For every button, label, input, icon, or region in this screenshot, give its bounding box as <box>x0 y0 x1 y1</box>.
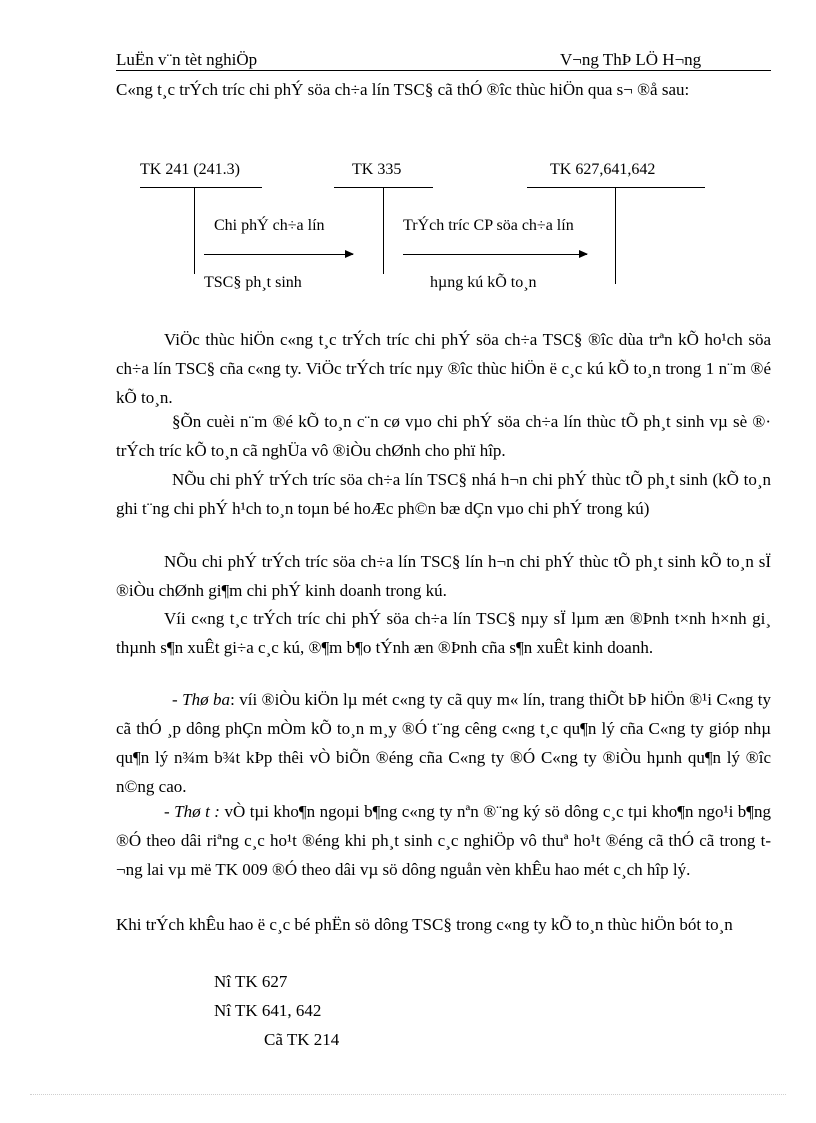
third-point-paragraph: - Thø ba: víi ®iÒu kiÖn lµ mét c«ng ty cã quy m« lín, trang thiÕt bÞ hiÖn ®¹i C«ng ty cã thÓ ¸p dông phÇn mÒm kÕ to¸n m¸y ®Ó t¨ng cêng c«ng t¸c qu¶n lý cña C«ng ty gióp nhµ qu¶n lý n¾m b¾t kÞp thêi vÒ biÕn ®éng cña C«ng ty ®Ó C«ng ty ®iÒu hµnh qu¶n lý ®îc n©ng cao. <box>116 690 771 796</box>
body-paragraph: ViÖc thùc hiÖn c«ng t¸c trÝch tríc chi phÝ söa ch÷a TSC§ ®îc dùa trªn kÕ ho¹ch söa ch÷a lín TSC§ cña c«ng ty. ViÖc trÝch tríc nµy ®îc thùc hiÖn ë c¸c kú kÕ to¸n trong 1 n¨m ®é kÕ to¸n. <box>116 330 771 407</box>
fourth-point-text: vÒ tµi kho¶n ngoµi b¶ng c«ng ty nªn ®¨ng ký sö dông c¸c tµi kho¶n ngo¹i b¶ng ®Ó theo dâi riªng c¸c ho¹t ®éng khi ph¸t sinh c¸c nghiÖp vô thuª ho¹t ®éng cã thÓ cã trong t¬ng lai vµ më TK 009 ®Ó theo dâi vµ sö dông nguån vèn khÊu hao mét c¸ch hîp lý. <box>116 802 771 879</box>
intro-paragraph: C«ng t¸c trÝch tríc chi phÝ söa ch÷a lín TSC§ cã thÓ ®îc thùc hiÖn qua s¬ ®å sau: <box>116 80 690 99</box>
header-right: V¬ng ThÞ LÖ H¬ng <box>560 50 702 69</box>
journal-entry-credit: Cã TK 214 <box>264 1030 340 1049</box>
fourth-point-paragraph: - Thø t : vÒ tµi kho¶n ngoµi b¶ng c«ng ty nªn ®¨ng ký sö dông c¸c tµi kho¶n ngo¹i b¶ng ®Ó theo dâi riªng c¸c ho¹t ®éng khi ph¸t sinh c¸c nghiÖp vô thuª ho¹t ®éng cã thÓ cã trong t¬ng lai vµ më TK 009 ®Ó theo dâi vµ sö dông nguån vèn khÊu hao mét c¸ch hîp lý. <box>116 802 771 879</box>
third-point-label: Thø ba <box>182 690 231 709</box>
header-left: LuËn v¨n tèt nghiÖp <box>116 50 258 69</box>
flow-label-2-top: TrÝch tríc CP söa ch÷a lín <box>403 217 574 234</box>
body-paragraph: NÕu chi phÝ trÝch tríc söa ch÷a lín TSC§ lín h¬n chi phÝ thùc tÕ ph¸t sinh kÕ to¸n sÏ ®iÒu chØnh gi¶m chi phÝ kinh doanh trong kú. <box>116 552 771 600</box>
t-account-stem-2 <box>383 188 384 274</box>
body-paragraph: Víi c«ng t¸c trÝch tríc chi phÝ söa ch÷a lín TSC§ nµy sÏ lµm æn ®Þnh t×nh h×nh gi¸ thµnh s¶n xuÊt gi÷a c¸c kú, ®¶m b¶o tÝnh æn ®Þnh cña s¶n xuÊt kinh doanh. <box>116 609 771 657</box>
flow-label-2-bottom: hµng kú kÕ to¸n <box>430 274 537 291</box>
third-point-text: : víi ®iÒu kiÖn lµ mét c«ng ty cã quy m« lín, trang thiÕt bÞ hiÖn ®¹i C«ng ty cã thÓ ¸p dông phÇn mÒm kÕ to¸n m¸y ®Ó t¨ng cêng c«ng t¸c qu¶n lý cña C«ng ty gióp nhµ qu¶n lý n¾m b¾t kÞp thêi vÒ biÕn ®éng cña C«ng ty ®Ó C«ng ty ®iÒu hµnh qu¶n lý ®îc n©ng cao. <box>116 690 771 796</box>
t-account-stem-1 <box>194 188 195 274</box>
flow-arrow-1 <box>204 254 353 255</box>
closing-paragraph: Khi trÝch khÊu hao ë c¸c bé phËn sö dông TSC§ trong c«ng ty kÕ to¸n thùc hiÖn bót to¸n <box>116 915 733 934</box>
flow-label-1-top: Chi phÝ ch÷a lín <box>214 217 325 234</box>
acct-label-1: TK 241 (241.3) <box>140 161 240 178</box>
flow-arrow-2 <box>403 254 587 255</box>
t-account-stem-3 <box>615 188 616 284</box>
body-paragraph: §Õn cuèi n¨m ®é kÕ to¸n c¨n cø vµo chi phÝ söa ch÷a lín thùc tÕ ph¸t sinh vµ sè ®· trÝch tríc kÕ to¸n cã nghÜa vô ®iÒu chØnh cho phï hîp. <box>116 412 771 460</box>
page-bottom-border <box>30 1094 786 1095</box>
acct-label-2: TK 335 <box>352 161 402 178</box>
fourth-point-label: Thø t : <box>174 802 220 821</box>
header-rule <box>116 70 771 71</box>
t-account-top-1 <box>140 187 262 188</box>
body-paragraph: NÕu chi phÝ trÝch tríc söa ch÷a lín TSC§ nhá h¬n chi phÝ thùc tÕ ph¸t sinh (kÕ to¸n ghi t¨ng chi phÝ h¹ch to¸n toµn bé hoÆc ph©n bæ dÇn vµo chi phÝ trong kú) <box>116 470 771 518</box>
journal-entry-debit-2: Nî TK 641, 642 <box>214 1001 322 1020</box>
t-account-top-3 <box>527 187 705 188</box>
flow-label-1-bottom: TSC§ ph¸t sinh <box>204 274 302 291</box>
acct-label-3: TK 627,641,642 <box>550 161 656 178</box>
journal-entry-debit-1: Nî TK 627 <box>214 972 288 991</box>
